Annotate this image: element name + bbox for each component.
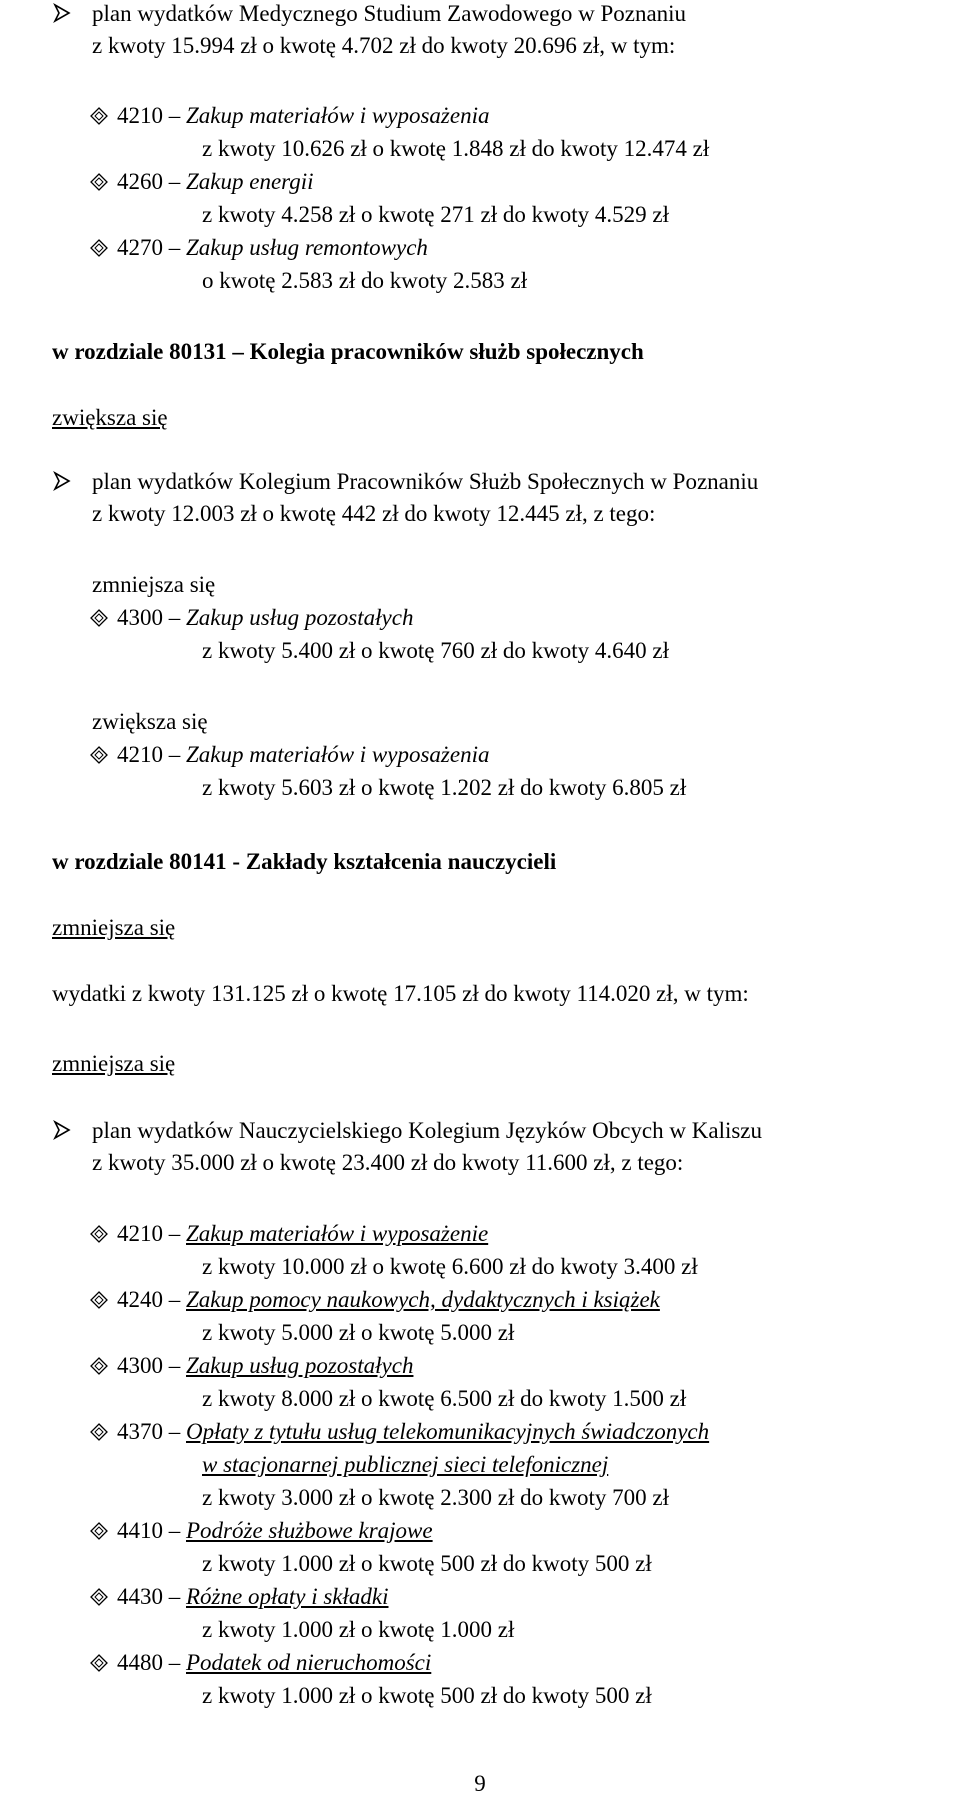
- item-title: Podróże służbowe krajowe: [186, 1518, 433, 1543]
- item-amount: z kwoty 5.400 zł o kwotę 760 zł do kwoty 4.640 zł: [202, 638, 669, 663]
- arrow-bullet-icon: [52, 471, 72, 491]
- arrow-bullet-icon: [52, 1120, 72, 1140]
- diamond-bullet-icon: [90, 1588, 108, 1606]
- item-amount: z kwoty 1.000 zł o kwotę 500 zł do kwoty 500 zł: [202, 1683, 652, 1708]
- plan-line: plan wydatków Nauczycielskiego Kolegium Języków Obcych w Kaliszu: [92, 1118, 763, 1143]
- item-line: 4300 – Zakup usług pozostałych: [117, 605, 414, 630]
- item-title: Zakup materiałów i wyposażenia: [186, 103, 490, 128]
- plan-amount-line: z kwoty 35.000 zł o kwotę 23.400 zł do kwoty 11.600 zł, z tego:: [92, 1150, 684, 1175]
- item-line: 4210 – Zakup materiałów i wyposażenia: [117, 742, 490, 767]
- section-heading: w rozdziale 80141 - Zakłady kształcenia nauczycieli: [52, 849, 557, 874]
- item-amount: z kwoty 10.000 zł o kwotę 6.600 zł do kwoty 3.400 zł: [202, 1254, 698, 1279]
- item-title: Podatek od nieruchomości: [186, 1650, 432, 1675]
- plan-amount-line: z kwoty 15.994 zł o kwotę 4.702 zł do kwoty 20.696 zł, w tym:: [92, 33, 676, 58]
- diamond-bullet-icon: [90, 609, 108, 627]
- item-line: 4300 – Zakup usług pozostałych: [117, 1353, 414, 1378]
- item-line: 4430 – Różne opłaty i składki: [117, 1584, 389, 1609]
- item-title: Różne opłaty i składki: [186, 1584, 389, 1609]
- item-code: 4300: [117, 605, 163, 630]
- item-code: 4480: [117, 1650, 163, 1675]
- item-amount: z kwoty 5.603 zł o kwotę 1.202 zł do kwoty 6.805 zł: [202, 775, 687, 800]
- increase-label: zwiększa się: [92, 709, 208, 734]
- item-line: 4240 – Zakup pomocy naukowych, dydaktycznych i książek: [117, 1287, 660, 1312]
- plan-line: plan wydatków Kolegium Pracowników Służb Społecznych w Poznaniu: [92, 469, 759, 494]
- item-code: 4370: [117, 1419, 163, 1444]
- item-code: 4240: [117, 1287, 163, 1312]
- item-amount: z kwoty 4.258 zł o kwotę 271 zł do kwoty 4.529 zł: [202, 202, 669, 227]
- item-code: 4210: [117, 103, 163, 128]
- item-title-continued: w stacjonarnej publicznej sieci telefonicznej: [202, 1452, 609, 1477]
- item-line: 4210 – Zakup materiałów i wyposażenie: [117, 1221, 489, 1246]
- diamond-bullet-icon: [90, 1291, 108, 1309]
- item-title: Zakup materiałów i wyposażenie: [186, 1221, 489, 1246]
- diamond-bullet-icon: [90, 173, 108, 191]
- diamond-bullet-icon: [90, 107, 108, 125]
- change-label: zwiększa się: [52, 405, 168, 430]
- diamond-bullet-icon: [90, 1423, 108, 1441]
- item-code: 4260: [117, 169, 163, 194]
- item-amount: z kwoty 8.000 zł o kwotę 6.500 zł do kwoty 1.500 zł: [202, 1386, 687, 1411]
- decrease-label: zmniejsza się: [92, 572, 216, 597]
- diamond-bullet-icon: [90, 1225, 108, 1243]
- item-line: 4260 – Zakup energii: [117, 169, 314, 194]
- sub-change-label: zmniejsza się: [52, 1051, 176, 1076]
- plan-amount-line: z kwoty 12.003 zł o kwotę 442 zł do kwoty 12.445 zł, z tego:: [92, 501, 656, 526]
- item-code: 4210: [117, 742, 163, 767]
- item-code: 4430: [117, 1584, 163, 1609]
- item-amount: o kwotę 2.583 zł do kwoty 2.583 zł: [202, 268, 528, 293]
- item-amount: z kwoty 10.626 zł o kwotę 1.848 zł do kwoty 12.474 zł: [202, 136, 710, 161]
- change-label: zmniejsza się: [52, 915, 176, 940]
- plan-line: plan wydatków Medycznego Studium Zawodowego w Poznaniu: [92, 1, 687, 26]
- item-line: 4370 – Opłaty z tytułu usług telekomunikacyjnych świadczonych: [117, 1419, 710, 1444]
- item-title: Zakup materiałów i wyposażenia: [186, 742, 490, 767]
- item-amount: z kwoty 3.000 zł o kwotę 2.300 zł do kwoty 700 zł: [202, 1485, 669, 1510]
- item-title: Zakup usług pozostałych: [186, 605, 414, 630]
- item-amount: z kwoty 5.000 zł o kwotę 5.000 zł: [202, 1320, 515, 1345]
- item-title: Zakup energii: [186, 169, 314, 194]
- item-title: Zakup pomocy naukowych, dydaktycznych i książek: [186, 1287, 660, 1312]
- item-code: 4300: [117, 1353, 163, 1378]
- diamond-bullet-icon: [90, 1522, 108, 1540]
- item-code: 4210: [117, 1221, 163, 1246]
- item-title: Zakup usług pozostałych: [186, 1353, 414, 1378]
- item-title: Zakup usług remontowych: [186, 235, 428, 260]
- item-line: 4410 – Podróże służbowe krajowe: [117, 1518, 433, 1543]
- item-title: Opłaty z tytułu usług telekomunikacyjnych świadczonych: [186, 1419, 710, 1444]
- diamond-bullet-icon: [90, 1357, 108, 1375]
- item-line: 4480 – Podatek od nieruchomości: [117, 1650, 432, 1675]
- page-number: 9: [474, 1771, 486, 1796]
- item-amount: z kwoty 1.000 zł o kwotę 500 zł do kwoty 500 zł: [202, 1551, 652, 1576]
- item-amount: z kwoty 1.000 zł o kwotę 1.000 zł: [202, 1617, 515, 1642]
- diamond-bullet-icon: [90, 1654, 108, 1672]
- item-line: 4270 – Zakup usług remontowych: [117, 235, 428, 260]
- item-line: 4210 – Zakup materiałów i wyposażenia: [117, 103, 490, 128]
- item-code: 4410: [117, 1518, 163, 1543]
- diamond-bullet-icon: [90, 746, 108, 764]
- expenses-line: wydatki z kwoty 131.125 zł o kwotę 17.105 zł do kwoty 114.020 zł, w tym:: [52, 981, 749, 1006]
- section-heading: w rozdziale 80131 – Kolegia pracowników służb społecznych: [52, 339, 644, 364]
- diamond-bullet-icon: [90, 239, 108, 257]
- arrow-bullet-icon: [52, 3, 72, 23]
- item-code: 4270: [117, 235, 163, 260]
